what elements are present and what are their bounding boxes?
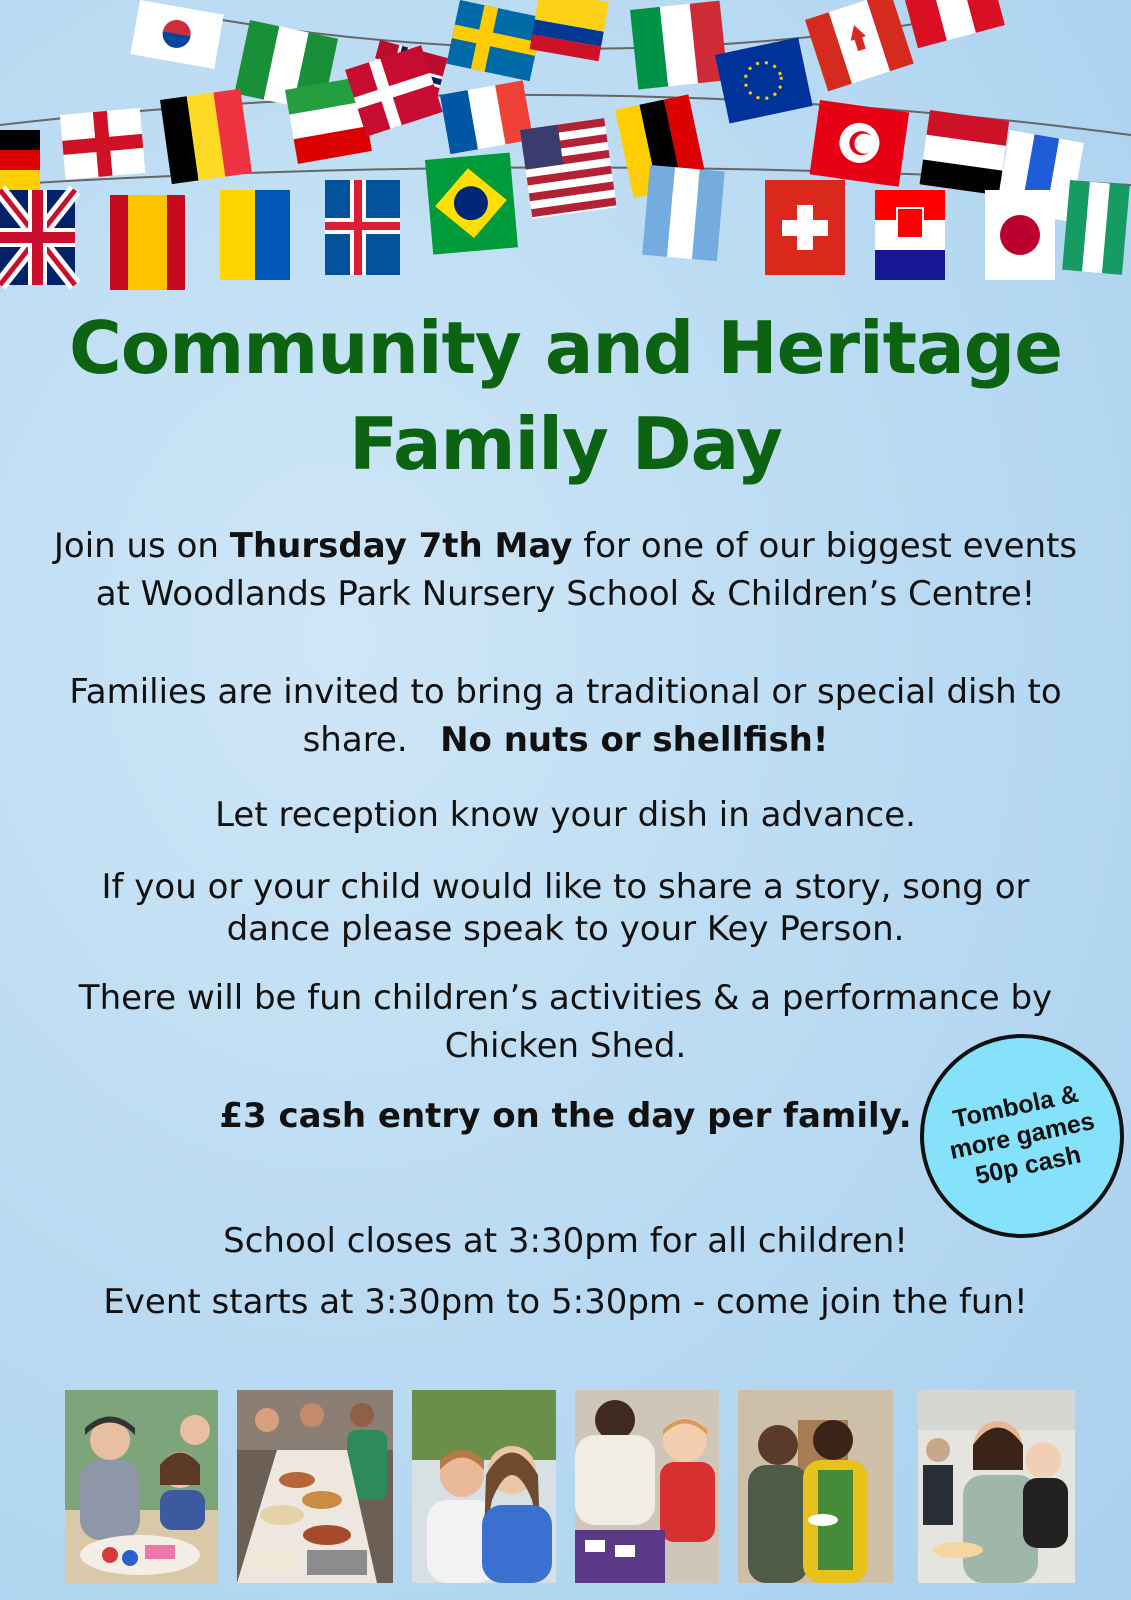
title-line-1: Community and Heritage (68, 306, 1063, 390)
entry-fee: £3 cash entry on the day per family. (219, 1096, 912, 1136)
flag-italy-icon (630, 1, 728, 90)
flag-switzerland-icon (765, 180, 845, 275)
photo-strip (0, 1390, 1131, 1585)
tombola-badge (920, 1034, 1124, 1238)
flag-south-korea-icon (130, 0, 223, 69)
flag-tunisia-icon (810, 100, 910, 187)
dish-line-2 (20, 716, 1111, 764)
photo-child-crafts (575, 1390, 719, 1583)
flag-egypt-icon (920, 110, 1010, 195)
flag-belgium-icon (160, 89, 252, 184)
tombola-badge-text: Tombola & more games 50p cash (947, 1079, 1097, 1191)
photo-two-women (412, 1390, 556, 1583)
intro-prefix: Join us on (53, 526, 230, 566)
flag-france-icon (440, 80, 533, 154)
reception-note: Let reception know your dish in advance. (215, 795, 916, 835)
flag-england-icon (60, 108, 145, 180)
flag-usa-icon (520, 118, 617, 219)
event-time: Event starts at 3:30pm to 5:30pm - come join the fun! (103, 1282, 1028, 1322)
event-date: Thursday 7th May (229, 526, 573, 566)
title-line-2: Family Day (348, 402, 782, 486)
flag-peru-icon (905, 0, 1005, 48)
flag-colombia-icon (530, 0, 609, 61)
page-title (0, 300, 1131, 492)
flag-spain-icon (110, 195, 185, 290)
flag-ukraine-icon (220, 190, 290, 280)
intro-line-1 (20, 522, 1111, 570)
activities-line-1: There will be fun children’s activities & a performance by (78, 978, 1053, 1018)
flag-uk-icon (0, 190, 75, 285)
share-line-1: If you or your child would like to share a story, song or (101, 867, 1030, 907)
intro-suffix: for one of our biggest events (572, 526, 1078, 566)
flag-sweden-icon (446, 0, 543, 81)
photo-mother-baby (918, 1390, 1075, 1583)
allergy-warning: No nuts or shellfish! (440, 720, 829, 760)
flag-germany-icon (0, 130, 40, 190)
flag-argentina-icon (642, 165, 725, 261)
photo-adults-eating (738, 1390, 893, 1583)
dish-line-2-prefix: share. (302, 720, 441, 760)
activities-line-2: Chicken Shed. (444, 1026, 687, 1066)
flag-croatia-icon (875, 190, 945, 280)
flag-bunting (0, 0, 1131, 300)
school-closing: School closes at 3:30pm for all children! (223, 1221, 908, 1261)
flag-japan-icon (985, 190, 1055, 280)
flag-canada-icon (805, 0, 914, 91)
flag-eu-icon (715, 37, 813, 123)
flag-iceland-icon (325, 180, 400, 275)
flag-ireland-icon (1062, 180, 1130, 275)
share-line-2: dance please speak to your Key Person. (226, 909, 905, 949)
dish-line-1: Families are invited to bring a traditional or special dish to (69, 672, 1062, 712)
photo-buffet-table (237, 1390, 393, 1583)
intro-line-2: at Woodlands Park Nursery School & Children’s Centre! (95, 574, 1036, 614)
flag-brazil-icon (425, 153, 518, 255)
photo-face-painting (65, 1390, 218, 1583)
